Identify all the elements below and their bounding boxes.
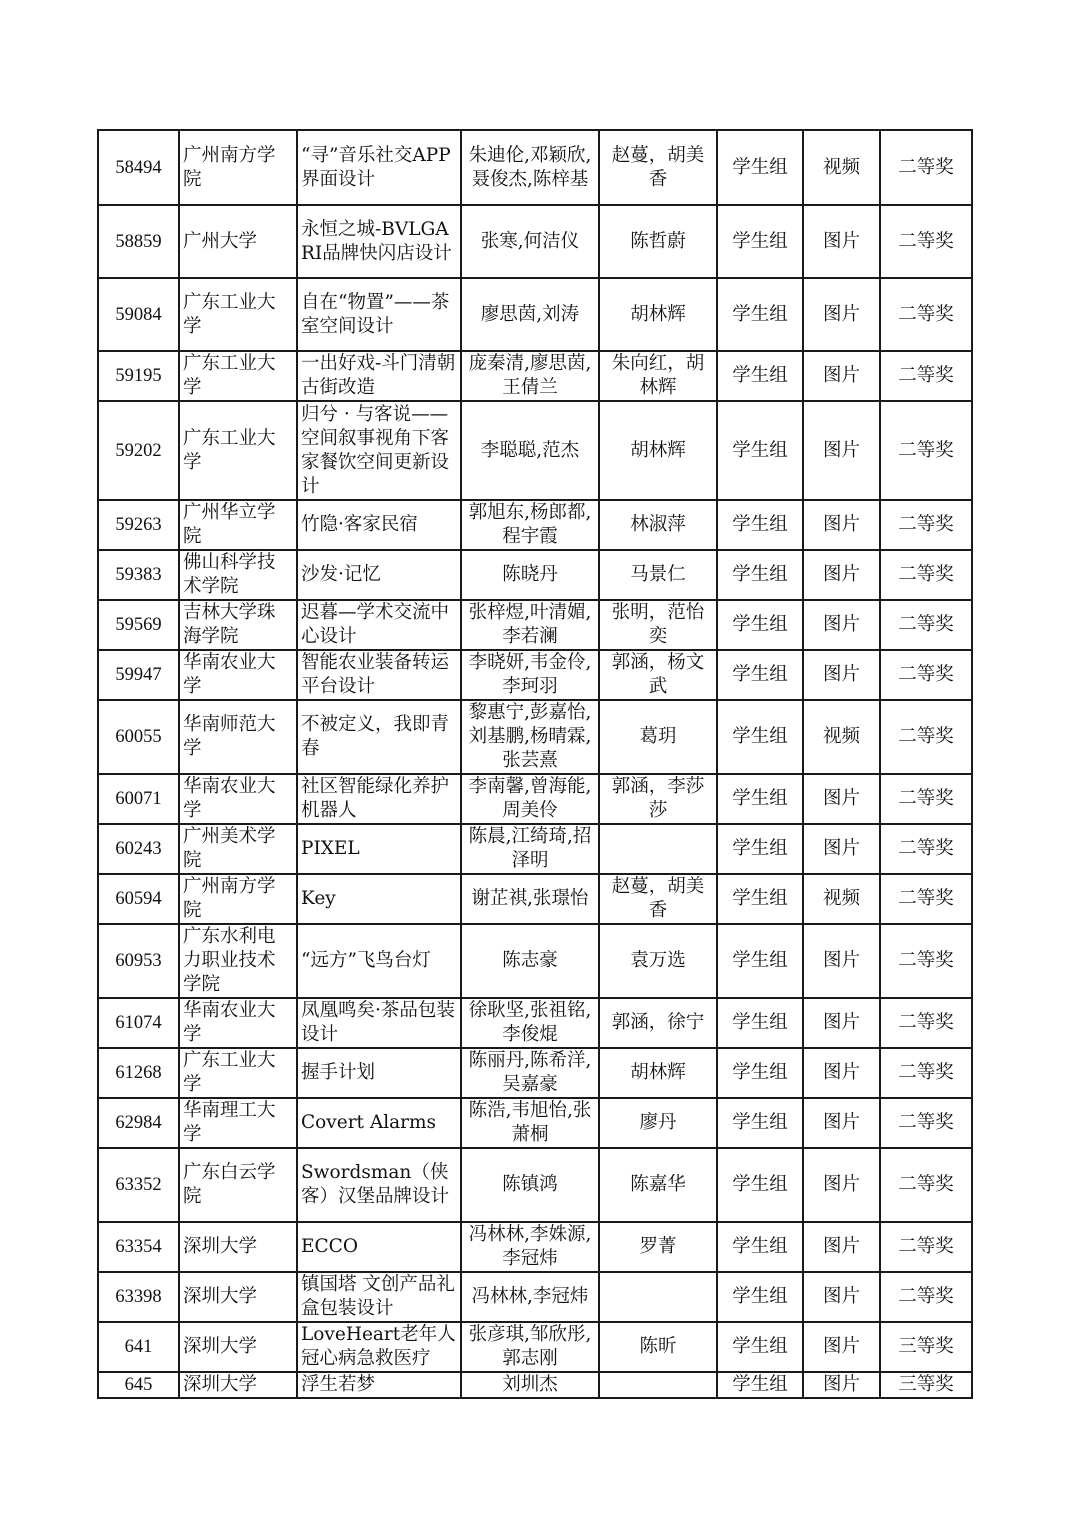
school-cell: 华南农业大学 <box>179 998 297 1048</box>
students-cell: 陈镇鸿 <box>461 1148 599 1222</box>
table-body <box>98 130 972 1398</box>
table-row <box>98 650 972 700</box>
table-row <box>98 351 972 401</box>
work-type-cell: 视频 <box>803 130 880 205</box>
award-id-cell: 60055 <box>98 700 179 774</box>
award-id-cell: 59195 <box>98 351 179 401</box>
school-cell: 广州南方学院 <box>179 874 297 924</box>
table-row <box>98 874 972 924</box>
work-title-cell: 社区智能绿化养护机器人 <box>297 774 461 824</box>
award-id-cell: 63352 <box>98 1148 179 1222</box>
work-title-cell: 自在“物置”——茶室空间设计 <box>297 278 461 351</box>
group-cell: 学生组 <box>717 874 803 924</box>
students-cell: 张梓煜,叶清媚,李若澜 <box>461 600 599 650</box>
work-type-cell: 图片 <box>803 650 880 700</box>
work-title-cell: 竹隐·客家民宿 <box>297 500 461 550</box>
advisor-cell: 赵蔓，胡美香 <box>599 130 717 205</box>
group-cell: 学生组 <box>717 1272 803 1322</box>
award-level-cell: 三等奖 <box>880 1372 972 1398</box>
award-id-cell: 59947 <box>98 650 179 700</box>
table-row <box>98 205 972 278</box>
work-title-cell: Key <box>297 874 461 924</box>
award-id-cell: 645 <box>98 1372 179 1398</box>
advisor-cell: 胡林辉 <box>599 1048 717 1098</box>
work-type-cell: 图片 <box>803 278 880 351</box>
work-type-cell: 图片 <box>803 351 880 401</box>
work-type-cell: 图片 <box>803 1048 880 1098</box>
table-row <box>98 401 972 500</box>
students-cell: 徐耿坚,张祖铭,李俊焜 <box>461 998 599 1048</box>
school-cell: 深圳大学 <box>179 1372 297 1398</box>
school-cell: 广州大学 <box>179 205 297 278</box>
school-cell: 广东工业大学 <box>179 351 297 401</box>
advisor-cell: 葛玥 <box>599 700 717 774</box>
students-cell: 刘圳杰 <box>461 1372 599 1398</box>
group-cell: 学生组 <box>717 1048 803 1098</box>
school-cell: 广州南方学院 <box>179 130 297 205</box>
award-id-cell: 59263 <box>98 500 179 550</box>
group-cell: 学生组 <box>717 500 803 550</box>
work-type-cell: 图片 <box>803 1222 880 1272</box>
students-cell: 郭旭东,杨郎都,程宇霞 <box>461 500 599 550</box>
award-level-cell: 二等奖 <box>880 924 972 998</box>
advisor-cell: 廖丹 <box>599 1098 717 1148</box>
award-id-cell: 59383 <box>98 550 179 600</box>
group-cell: 学生组 <box>717 1148 803 1222</box>
group-cell: 学生组 <box>717 924 803 998</box>
school-cell: 华南理工大学 <box>179 1098 297 1148</box>
award-id-cell: 60071 <box>98 774 179 824</box>
table-row <box>98 824 972 874</box>
students-cell: 廖思茵,刘涛 <box>461 278 599 351</box>
work-title-cell: 一出好戏-斗门清朝古街改造 <box>297 351 461 401</box>
school-cell: 广东白云学院 <box>179 1148 297 1222</box>
work-type-cell: 图片 <box>803 1322 880 1372</box>
table-row <box>98 998 972 1048</box>
group-cell: 学生组 <box>717 205 803 278</box>
work-type-cell: 图片 <box>803 998 880 1048</box>
award-level-cell: 二等奖 <box>880 401 972 500</box>
award-level-cell: 二等奖 <box>880 774 972 824</box>
table-row <box>98 924 972 998</box>
work-title-cell: 归兮 · 与客说——空间叙事视角下客家餐饮空间更新设计 <box>297 401 461 500</box>
work-title-cell: 镇国塔 文创产品礼盒包装设计 <box>297 1272 461 1322</box>
table-row <box>98 278 972 351</box>
award-level-cell: 二等奖 <box>880 351 972 401</box>
award-id-cell: 63398 <box>98 1272 179 1322</box>
group-cell: 学生组 <box>717 278 803 351</box>
group-cell: 学生组 <box>717 824 803 874</box>
award-level-cell: 二等奖 <box>880 1272 972 1322</box>
students-cell: 陈浩,韦旭怡,张萧桐 <box>461 1098 599 1148</box>
award-id-cell: 60243 <box>98 824 179 874</box>
advisor-cell <box>599 1372 717 1398</box>
advisor-cell: 郭涵，杨文武 <box>599 650 717 700</box>
students-cell: 冯林林,李冠炜 <box>461 1272 599 1322</box>
students-cell: 陈志豪 <box>461 924 599 998</box>
work-type-cell: 图片 <box>803 1372 880 1398</box>
group-cell: 学生组 <box>717 1222 803 1272</box>
work-type-cell: 图片 <box>803 1272 880 1322</box>
work-title-cell: ECCO <box>297 1222 461 1272</box>
work-title-cell: 握手计划 <box>297 1048 461 1098</box>
students-cell: 冯林林,李姝源,李冠炜 <box>461 1222 599 1272</box>
group-cell: 学生组 <box>717 700 803 774</box>
school-cell: 华南师范大学 <box>179 700 297 774</box>
group-cell: 学生组 <box>717 650 803 700</box>
advisor-cell: 陈昕 <box>599 1322 717 1372</box>
award-id-cell: 58859 <box>98 205 179 278</box>
award-level-cell: 二等奖 <box>880 1048 972 1098</box>
work-type-cell: 图片 <box>803 401 880 500</box>
award-level-cell: 二等奖 <box>880 205 972 278</box>
work-title-cell: PIXEL <box>297 824 461 874</box>
work-title-cell: Swordsman（侠客）汉堡品牌设计 <box>297 1148 461 1222</box>
award-id-cell: 60594 <box>98 874 179 924</box>
school-cell: 深圳大学 <box>179 1222 297 1272</box>
students-cell: 李晓妍,韦金伶,李珂羽 <box>461 650 599 700</box>
school-cell: 广东工业大学 <box>179 1048 297 1098</box>
group-cell: 学生组 <box>717 774 803 824</box>
award-id-cell: 58494 <box>98 130 179 205</box>
school-cell: 广东工业大学 <box>179 278 297 351</box>
award-id-cell: 59569 <box>98 600 179 650</box>
advisor-cell: 袁万选 <box>599 924 717 998</box>
work-type-cell: 图片 <box>803 600 880 650</box>
award-level-cell: 二等奖 <box>880 1098 972 1148</box>
award-id-cell: 61074 <box>98 998 179 1048</box>
work-title-cell: 永恒之城-BVLGARI品牌快闪店设计 <box>297 205 461 278</box>
table-row <box>98 1048 972 1098</box>
work-title-cell: 凤凰鸣矣·茶品包装设计 <box>297 998 461 1048</box>
group-cell: 学生组 <box>717 600 803 650</box>
work-type-cell: 图片 <box>803 550 880 600</box>
work-type-cell: 视频 <box>803 700 880 774</box>
award-level-cell: 二等奖 <box>880 998 972 1048</box>
work-title-cell: 不被定义，我即青春 <box>297 700 461 774</box>
table-row <box>98 130 972 205</box>
table-row <box>98 1372 972 1398</box>
advisor-cell: 胡林辉 <box>599 401 717 500</box>
table-row <box>98 700 972 774</box>
work-title-cell: 迟暮—学术交流中心设计 <box>297 600 461 650</box>
award-level-cell: 二等奖 <box>880 874 972 924</box>
school-cell: 广州华立学院 <box>179 500 297 550</box>
advisor-cell: 赵蔓，胡美香 <box>599 874 717 924</box>
school-cell: 华南农业大学 <box>179 650 297 700</box>
advisor-cell: 张明，范怡奕 <box>599 600 717 650</box>
students-cell: 陈晨,江绮琦,招泽明 <box>461 824 599 874</box>
school-cell: 深圳大学 <box>179 1272 297 1322</box>
work-type-cell: 图片 <box>803 500 880 550</box>
table-row <box>98 600 972 650</box>
award-id-cell: 61268 <box>98 1048 179 1098</box>
work-title-cell: “寻”音乐社交APP 界面设计 <box>297 130 461 205</box>
work-title-cell: Covert Alarms <box>297 1098 461 1148</box>
group-cell: 学生组 <box>717 550 803 600</box>
advisor-cell: 罗菁 <box>599 1222 717 1272</box>
award-level-cell: 三等奖 <box>880 1322 972 1372</box>
group-cell: 学生组 <box>717 351 803 401</box>
advisor-cell <box>599 824 717 874</box>
table-row <box>98 774 972 824</box>
award-level-cell: 二等奖 <box>880 500 972 550</box>
students-cell: 张寒,何洁仪 <box>461 205 599 278</box>
group-cell: 学生组 <box>717 1372 803 1398</box>
group-cell: 学生组 <box>717 1098 803 1148</box>
work-type-cell: 图片 <box>803 774 880 824</box>
award-id-cell: 63354 <box>98 1222 179 1272</box>
school-cell: 广东工业大学 <box>179 401 297 500</box>
school-cell: 深圳大学 <box>179 1322 297 1372</box>
school-cell: 吉林大学珠海学院 <box>179 600 297 650</box>
table-row <box>98 1222 972 1272</box>
work-type-cell: 图片 <box>803 205 880 278</box>
award-level-cell: 二等奖 <box>880 1222 972 1272</box>
award-level-cell: 二等奖 <box>880 700 972 774</box>
advisor-cell: 马景仁 <box>599 550 717 600</box>
work-title-cell: 浮生若梦 <box>297 1372 461 1398</box>
work-type-cell: 图片 <box>803 1098 880 1148</box>
award-level-cell: 二等奖 <box>880 278 972 351</box>
school-cell: 华南农业大学 <box>179 774 297 824</box>
advisor-cell: 郭涵，李莎莎 <box>599 774 717 824</box>
table-row <box>98 1098 972 1148</box>
award-id-cell: 641 <box>98 1322 179 1372</box>
work-type-cell: 视频 <box>803 874 880 924</box>
students-cell: 陈晓丹 <box>461 550 599 600</box>
work-title-cell: LoveHeart老年人冠心病急救医疗 <box>297 1322 461 1372</box>
award-level-cell: 二等奖 <box>880 600 972 650</box>
students-cell: 李南馨,曾海能,周美伶 <box>461 774 599 824</box>
work-type-cell: 图片 <box>803 824 880 874</box>
award-id-cell: 62984 <box>98 1098 179 1148</box>
group-cell: 学生组 <box>717 130 803 205</box>
students-cell: 陈丽丹,陈希洋,吴嘉豪 <box>461 1048 599 1098</box>
students-cell: 张彦琪,邹欣彤,郭志刚 <box>461 1322 599 1372</box>
students-cell: 谢芷祺,张璟怡 <box>461 874 599 924</box>
work-title-cell: “远方”飞鸟台灯 <box>297 924 461 998</box>
advisor-cell: 朱向红，胡林辉 <box>599 351 717 401</box>
group-cell: 学生组 <box>717 998 803 1048</box>
award-level-cell: 二等奖 <box>880 550 972 600</box>
school-cell: 广州美术学院 <box>179 824 297 874</box>
awards-table <box>97 129 973 1399</box>
advisor-cell: 郭涵，徐宁 <box>599 998 717 1048</box>
table-row <box>98 550 972 600</box>
school-cell: 佛山科学技术学院 <box>179 550 297 600</box>
students-cell: 庞秦清,廖思茵,王倩兰 <box>461 351 599 401</box>
table-row <box>98 1148 972 1222</box>
students-cell: 朱迪伦,邓颖欣,聂俊杰,陈梓基 <box>461 130 599 205</box>
award-id-cell: 60953 <box>98 924 179 998</box>
award-level-cell: 二等奖 <box>880 1148 972 1222</box>
work-title-cell: 沙发·记忆 <box>297 550 461 600</box>
advisor-cell: 林淑萍 <box>599 500 717 550</box>
advisor-cell: 陈哲蔚 <box>599 205 717 278</box>
award-level-cell: 二等奖 <box>880 650 972 700</box>
table-row <box>98 1272 972 1322</box>
group-cell: 学生组 <box>717 1322 803 1372</box>
school-cell: 广东水利电力职业技术学院 <box>179 924 297 998</box>
advisor-cell: 胡林辉 <box>599 278 717 351</box>
students-cell: 李聪聪,范杰 <box>461 401 599 500</box>
work-type-cell: 图片 <box>803 924 880 998</box>
table-row <box>98 1322 972 1372</box>
work-title-cell: 智能农业装备转运平台设计 <box>297 650 461 700</box>
table-row <box>98 500 972 550</box>
students-cell: 黎惠宁,彭嘉怡,刘基鹏,杨晴霖,张芸熹 <box>461 700 599 774</box>
advisor-cell: 陈嘉华 <box>599 1148 717 1222</box>
work-type-cell: 图片 <box>803 1148 880 1222</box>
award-level-cell: 二等奖 <box>880 824 972 874</box>
award-level-cell: 二等奖 <box>880 130 972 205</box>
award-id-cell: 59084 <box>98 278 179 351</box>
advisor-cell <box>599 1272 717 1322</box>
award-id-cell: 59202 <box>98 401 179 500</box>
group-cell: 学生组 <box>717 401 803 500</box>
